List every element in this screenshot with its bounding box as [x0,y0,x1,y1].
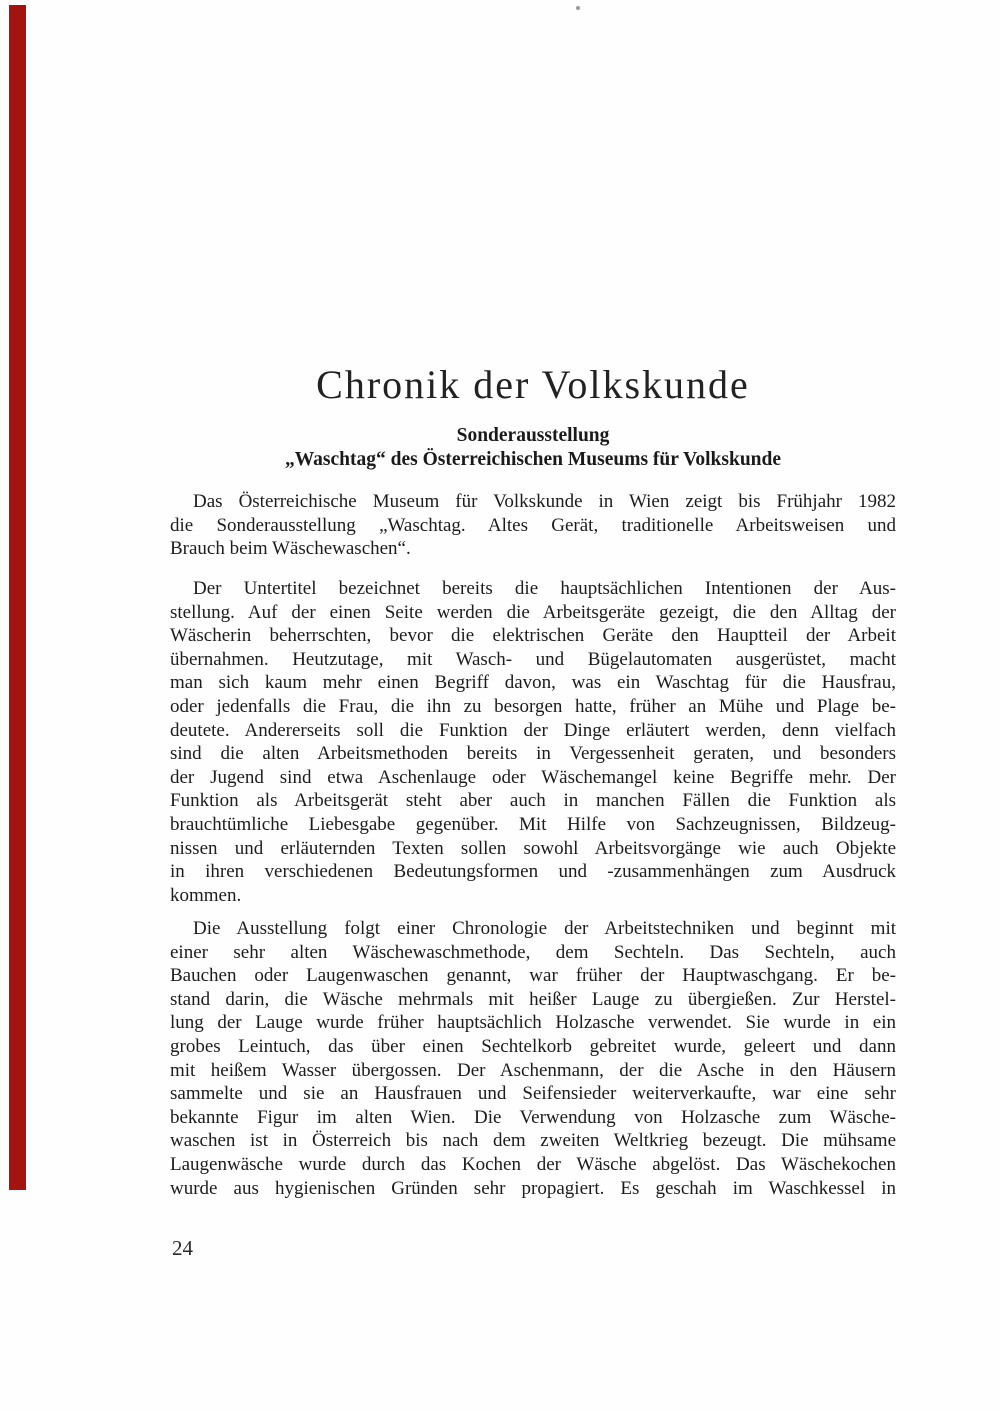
text-line: oder jedenfalls die Frau, die ihn zu besorgen hatte, früher an Mühe und Plage be- [170,695,896,717]
text-line: Bauchen oder Laugenwaschen genannt, war früher der Hauptwaschgang. Er be- [170,965,896,987]
scan-speck-dot [576,6,580,10]
paragraph-intro [170,490,896,561]
text-line: die Sonderausstellung „Waschtag. Altes Gerät, traditionelle Arbeitsweisen und [170,514,896,536]
text-line: Der Untertitel bezeichnet bereits die hauptsächlichen Intentionen der Aus- [193,578,896,599]
text-line: lung der Lauge wurde früher hauptsächlich Holzasche verwendet. Sie wurde in ein [170,1012,896,1034]
text-line: kommen. [170,884,242,906]
text-line: Die Ausstellung folgt einer Chronologie der Arbeitstechniken und beginnt mit [193,918,896,939]
page-title: Chronik der Volkskunde [316,361,750,407]
text-line: waschen ist in Österreich bis nach dem zweiten Weltkrieg bezeugt. Die mühsame [170,1130,896,1152]
text-line: deutete. Andererseits soll die Funktion der Dinge erläutert werden, denn vielfach [170,719,896,741]
text-line: übernahmen. Heutzutage, mit Wasch- und Bügelautomaten ausgerüstet, macht [170,648,896,670]
text-line: mit heißem Wasser übergossen. Der Aschenmann, der die Asche in den Häusern [170,1059,896,1081]
paragraph-intentions [170,577,896,907]
text-line: wurde aus hygienischen Gründen sehr propagiert. Es geschah im Waschkessel in [170,1177,896,1199]
text-line: Funktion als Arbeitsgerät steht aber auch in manchen Fällen die Funktion als [170,790,896,812]
text-line: grobes Leintuch, das über einen Sechtelkorb gebreitet wurde, geleert und dann [170,1035,896,1057]
text-line: sammelte und sie an Hausfrauen und Seifensieder weiterverkaufte, war eine sehr [170,1083,896,1105]
text-line: der Jugend sind etwa Aschenlauge oder Wäschemangel keine Begriffe mehr. Der [170,766,896,788]
text-line: man sich kaum mehr einen Begriff davon, was ein Waschtag für die Hausfrau, [170,672,896,694]
subtitle-line-1: Sonderausstellung [456,425,610,446]
text-line: Laugenwäsche wurde durch das Kochen der Wäsche abgelöst. Das Wäschekochen [170,1153,896,1175]
left-margin-accent-bar [9,5,26,1190]
page-number: 24 [172,1236,193,1260]
text-line: nissen und erläuternden Texten sollen sowohl Arbeitsvorgänge wie auch Objekte [170,837,896,859]
subtitle-line-2: „Waschtag“ des Österreichischen Museums für Volkskunde [284,449,782,470]
text-line: in ihren verschiedenen Bedeutungsformen und -zusammenhängen zum Ausdruck [170,861,896,883]
text-line: einer sehr alten Wäschewaschmethode, dem Sechteln. Das Sechteln, auch [170,941,896,963]
text-line: Das Österreichische Museum für Volkskunde in Wien zeigt bis Frühjahr 1982 [193,491,896,512]
text-line: bekannte Figur im alten Wien. Die Verwendung von Holzasche zum Wäsche- [170,1106,896,1128]
exhibition-subtitle [170,424,896,472]
text-line: Brauch beim Wäschewaschen“. [170,538,411,560]
text-line: brauchtümliche Liebesgabe gegenüber. Mit Hilfe von Sachzeugnissen, Bildzeug- [170,813,896,835]
text-line: stellung. Auf der einen Seite werden die Arbeitsgeräte gezeigt, die den Alltag der [170,601,896,623]
text-line: sind die alten Arbeitsmethoden bereits in Vergessenheit geraten, und besonders [170,743,896,765]
text-line: Wäscherin beherrschten, bevor die elektrischen Geräte den Hauptteil der Arbeit [170,625,896,647]
paragraph-chronology [170,917,896,1200]
text-line: stand darin, die Wäsche mehrmals mit heißer Lauge zu übergießen. Zur Herstel- [170,988,896,1010]
